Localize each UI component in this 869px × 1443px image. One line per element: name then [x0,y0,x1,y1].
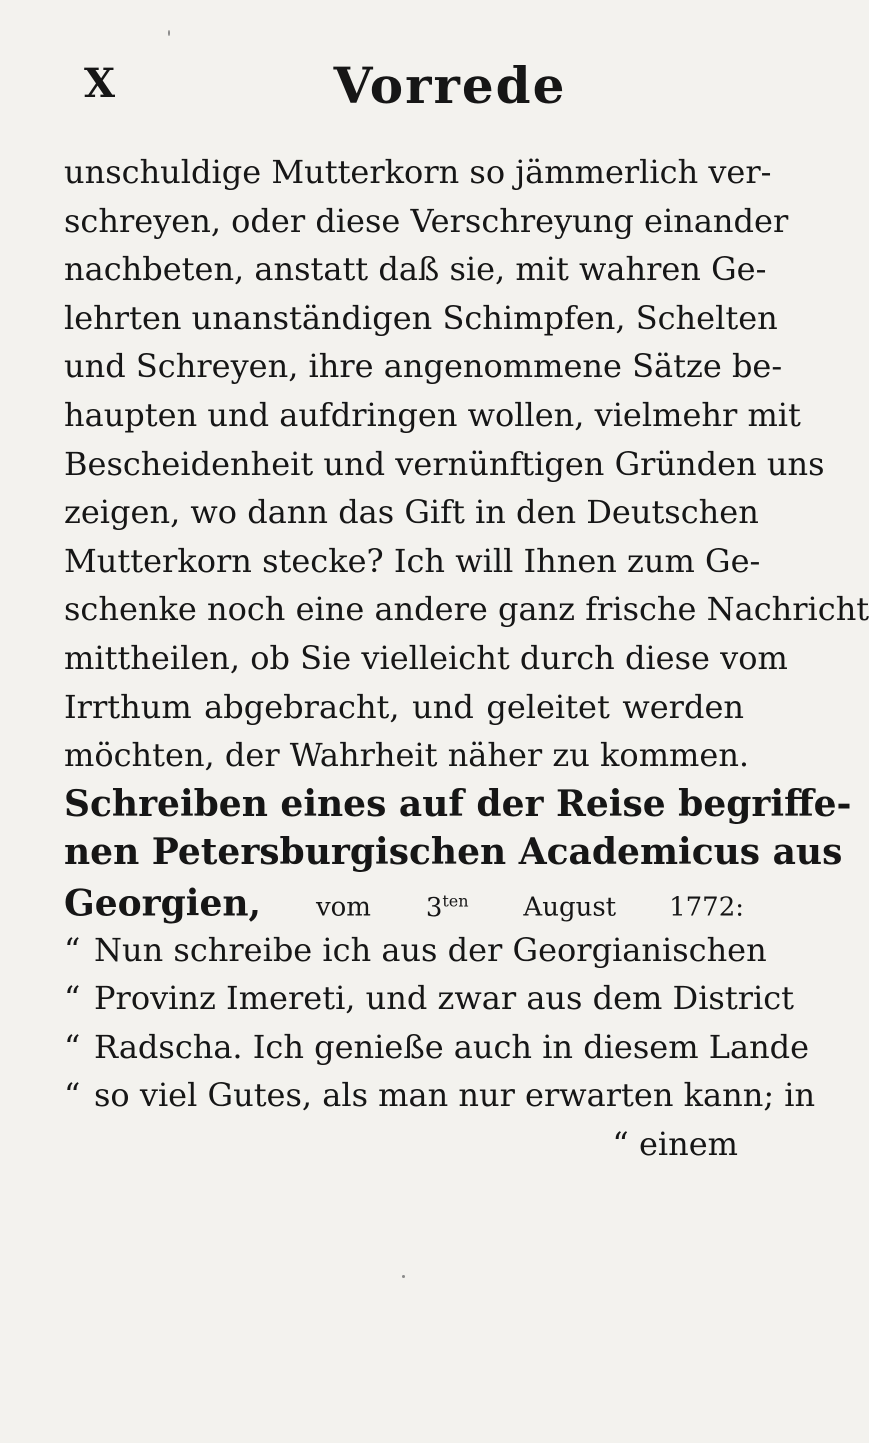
quoted-line: “ Radscha. Ich genieße auch in diesem Lande [64,1027,810,1066]
quoted-line: “ Provinz Imereti, und zwar aus dem District [64,979,795,1018]
page-header [0,56,800,120]
quoted-line: “ Nun schreibe ich aus der Georgianischen [64,930,767,969]
paper-speck [402,1275,405,1278]
text-line: mittheilen, ob Sie vielleicht durch diese vom [64,638,788,677]
quoted-line: “ so viel Gutes, als man nur erwarten kann; in [64,1076,816,1115]
date-from: vom [315,892,371,923]
date-day: $3^{ten}$ [425,890,469,923]
text-line: Bescheidenheit und vernünftigen Gründen uns [64,444,825,483]
text-line: möchten, der Wahrheit näher zu kommen. [64,736,750,775]
date-line [64,877,744,926]
page-body [64,148,869,1168]
catchword: “ einem [612,1124,738,1163]
text-line: Mutterkorn stecke? Ich will Ihnen zum Ge- [64,541,761,580]
page-number: X [84,60,117,107]
text-line: schreyen, oder diese Verschreyung einander [64,201,789,240]
section-heading-line: nen Petersburgischen Academicus aus [64,831,843,874]
text-line: schenke noch eine andere ganz frische Nachricht [64,590,869,629]
place-name: Georgien, [64,882,262,925]
text-line: haupten und aufdringen wollen, vielmehr mit [64,395,801,434]
date-month-year: August 1772: [523,892,744,923]
text-line: zeigen, wo dann das Gift in den Deutschen [64,493,759,532]
text-line: unschuldige Mutterkorn so jämmerlich ver- [64,153,772,191]
text-line: lehrten unanständigen Schimpfen, Schelten [64,298,778,337]
text-line: nachbeten, anstatt daß sie, mit wahren Ge- [64,250,767,289]
text-line: Irrthum abgebracht, und geleitet werden [64,687,744,726]
text-line: und Schreyen, ihre angenommene Sätze be- [64,347,783,386]
running-title: Vorrede [333,56,567,115]
section-heading-line: Schreiben eines auf der Reise begriffe- [64,782,852,825]
paper-speck [168,30,170,36]
